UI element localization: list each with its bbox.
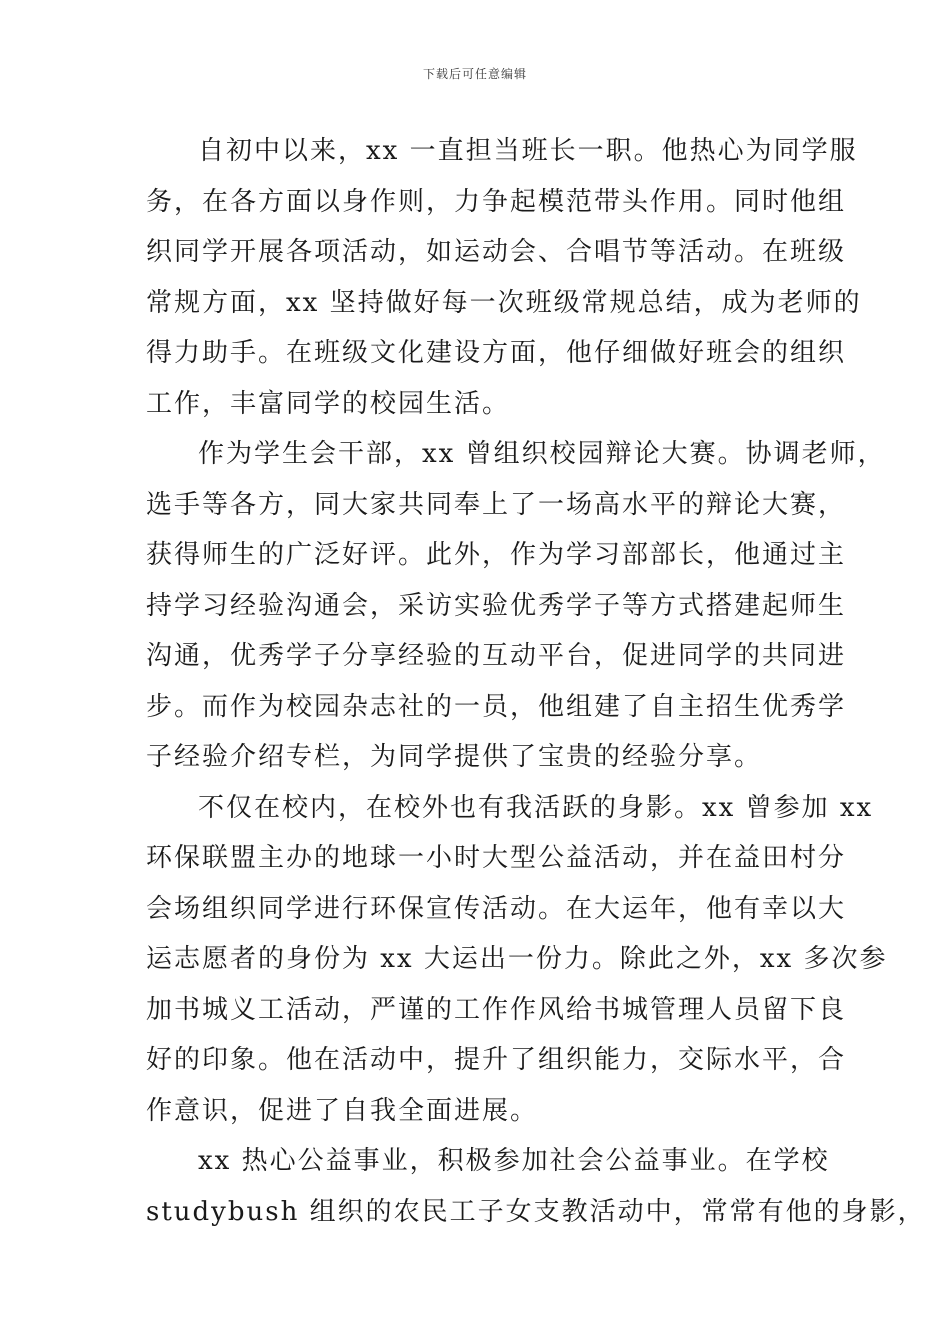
paragraph-3-line-2: 环保联盟主办的地球一小时大型公益活动，并在益田村分 — [146, 843, 847, 873]
paragraph-2-line-5: 沟通，优秀学子分享经验的互动平台，促进同学的共同进 — [146, 641, 847, 671]
paragraph-1-line-1: 自初中以来，xx 一直担当班长一职。他热心为同学服 — [198, 136, 858, 166]
paragraph-3-line-1: 不仅在校内，在校外也有我活跃的身影。xx 曾参加 xx — [198, 792, 874, 823]
paragraph-1-line-6: 工作，丰富同学的校园生活。 — [146, 388, 511, 419]
paragraph-2-line-1: 作为学生会干部，xx 曾组织校园辩论大赛。协调老师， — [198, 439, 886, 469]
paragraph-1-line-4: 常规方面，xx 坚持做好每一次班级常规总结，成为老师的 — [146, 287, 862, 318]
paragraph-3-line-4: 运志愿者的身份为 xx 大运出一份力。除此之外，xx 多次参 — [146, 944, 888, 974]
paragraph-1-line-5: 得力助手。在班级文化建设方面，他仔细做好班会的组织 — [146, 338, 847, 368]
page-header: 下载后可任意编辑 — [422, 67, 527, 81]
paragraph-4-line-2: studybush 组织的农民工子女支教活动中，常常有他的身影， — [146, 1196, 926, 1227]
paragraph-2-line-4: 持学习经验沟通会，采访实验优秀学子等方式搭建起师生 — [146, 590, 847, 621]
paragraph-3-line-7: 作意识，促进了自我全面进展。 — [146, 1095, 539, 1126]
paragraph-1-line-2: 务，在各方面以身作则，力争起模范带头作用。同时他组 — [146, 186, 847, 217]
paragraph-3-line-6: 好的印象。他在活动中，提升了组织能力，交际水平，合 — [146, 1045, 847, 1075]
paragraph-2-line-7: 子经验介绍专栏，为同学提供了宝贵的经验分享。 — [146, 742, 763, 772]
paragraph-4-line-1: xx 热心公益事业，积极参加社会公益事业。在学校 — [198, 1146, 830, 1176]
paragraph-1-line-3: 织同学开展各项活动，如运动会、合唱节等活动。在班级 — [146, 237, 847, 267]
document-body — [146, 126, 926, 1237]
paragraph-3-line-5: 加书城义工活动，严谨的工作作风给书城管理人员留下良 — [146, 994, 847, 1025]
paragraph-3-line-3: 会场组织同学进行环保宣传活动。在大运年，他有幸以大 — [146, 893, 847, 924]
paragraph-2-line-2: 选手等各方，同大家共同奉上了一场高水平的辩论大赛， — [146, 489, 847, 520]
paragraph-2-line-6: 步。而作为校园杂志社的一员，他组建了自主招生优秀学 — [146, 691, 847, 722]
paragraph-2-line-3: 获得师生的广泛好评。此外，作为学习部部长，他通过主 — [146, 540, 847, 570]
